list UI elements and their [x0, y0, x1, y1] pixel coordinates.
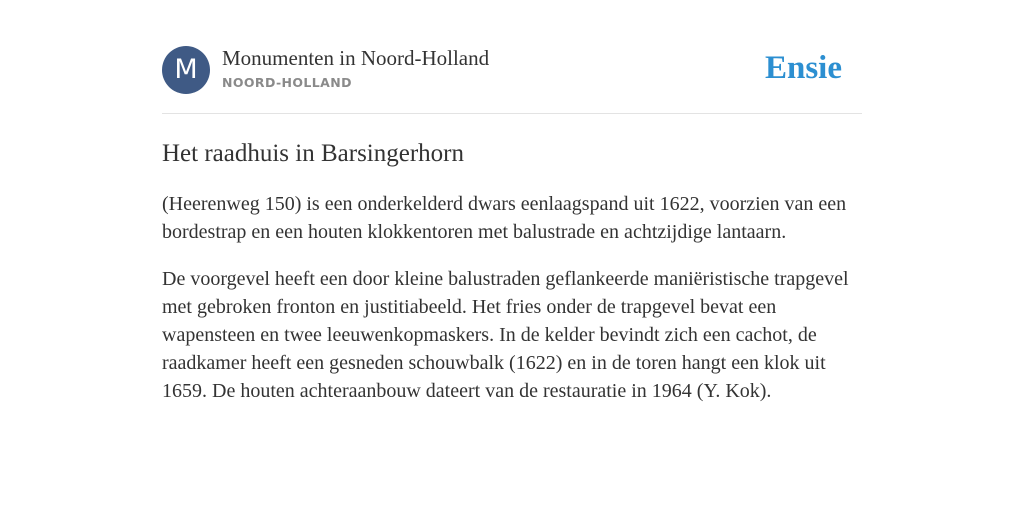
avatar[interactable]: M: [162, 46, 210, 94]
source-header: [162, 44, 862, 114]
source-subtitle: NOORD-HOLLAND: [222, 75, 352, 90]
article-paragraph-1: (Heerenweg 150) is een onderkelderd dwars eenlaagspand uit 1622, voorzien van een bordestrap en een houten klokkentoren met balustrade en achtzijdige lantaarn.: [162, 193, 847, 243]
article-paragraph-2: De voorgevel heeft een door kleine balustraden geflankeerde maniëristische trapgevel met gebroken fronton en justitiabeeld. Het fries onder de trapgevel bevat een wapensteen en twee leeuwenkopmaskers. In de kelder bevindt zich een cachot, de raadkamer heeft een gesneden schouwbalk (1622) en in de toren hangt een klok uit 1659. De houten achteraanbouw dateert van de restauratie in 1964 (Y. Kok).: [162, 268, 849, 402]
brand-logo[interactable]: Ensie: [764, 50, 842, 86]
article-title: Het raadhuis in Barsingerhorn: [162, 140, 465, 167]
content-card: [162, 44, 862, 405]
source-title[interactable]: Monumenten in Noord-Holland: [222, 46, 490, 70]
